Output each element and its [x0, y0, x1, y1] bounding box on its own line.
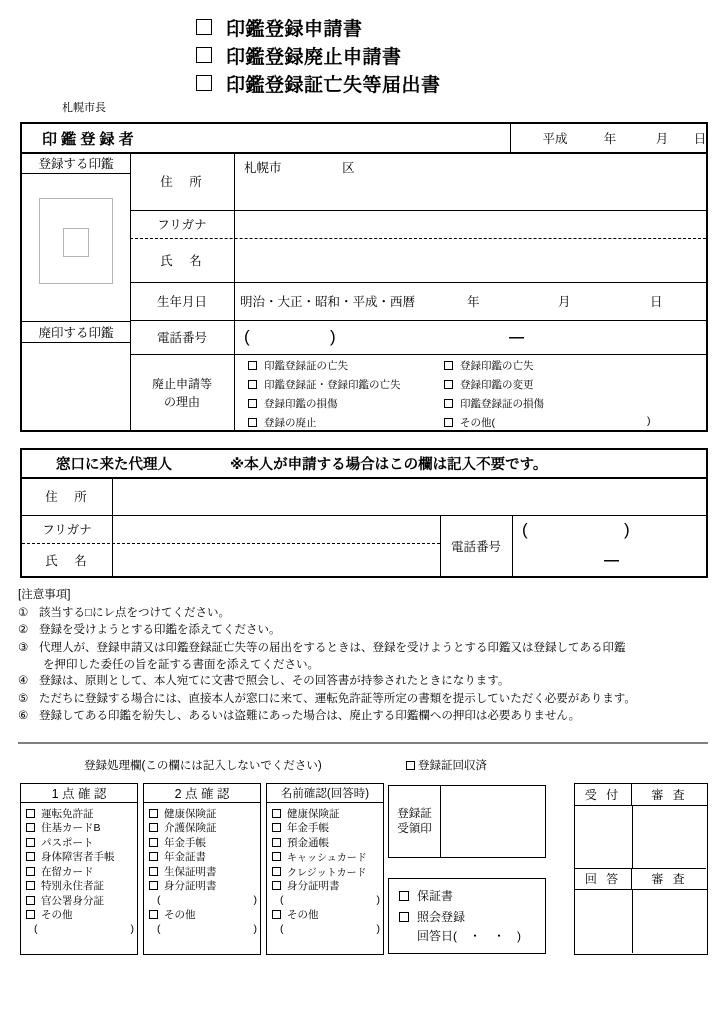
checkbox-icon[interactable] [26, 838, 35, 847]
notes-title: [注意事項] [18, 589, 71, 601]
guarantee-label: 保証書 [417, 889, 454, 903]
note-item [18, 708, 718, 724]
name-check-list [267, 803, 383, 937]
note-item [18, 691, 718, 707]
check-item[interactable] [272, 879, 383, 894]
one-point-check-column [20, 783, 138, 955]
receipt-label-line2: 受領印 [397, 822, 432, 835]
one-point-check-list [21, 803, 137, 937]
reason-option-seal-change[interactable] [444, 377, 534, 392]
reason-label: その他( [460, 417, 495, 429]
note-number: ⑥ [18, 709, 29, 722]
checkbox-icon[interactable] [196, 47, 212, 63]
checkbox-icon[interactable] [26, 881, 35, 890]
one-point-check-heading: 1 点 確 認 [21, 784, 137, 803]
seal-register-label: 登録する印鑑 [38, 156, 114, 171]
reason-option-registered-seal-loss[interactable] [444, 358, 534, 373]
note-text: 代理人が、登録申請又は印鑑登録証亡失等の届出をするときは、登録を受けようとする印鑑又は登録してある印鑑 [39, 641, 626, 654]
certificate-receipt-label [389, 786, 441, 857]
agent-table [20, 448, 708, 578]
check-item-label: 身体障害者手帳 [41, 851, 115, 864]
title-option-2[interactable] [196, 42, 596, 68]
check-item[interactable] [26, 835, 137, 850]
checkbox-icon[interactable] [444, 399, 453, 408]
agent-phone-dash: — [604, 551, 619, 569]
check-item-label: 健康保険証 [164, 807, 217, 820]
note-number: ④ [18, 675, 29, 688]
reason-option-abolish-registration[interactable] [248, 415, 317, 430]
divider [112, 477, 113, 576]
divider [22, 173, 130, 174]
check-item[interactable] [149, 821, 260, 836]
agent-note: ※本人が申請する場合はこの欄は記入不要です。 [230, 457, 548, 473]
checkbox-icon[interactable] [149, 910, 158, 919]
birthdate-label: 生年月日 [156, 295, 207, 309]
notes-section [18, 586, 718, 725]
furigana-label: フリガナ [157, 218, 207, 232]
title-option-1[interactable] [196, 14, 596, 40]
check-item-label: その他 [41, 909, 73, 922]
check-item-label: 預金通帳 [287, 836, 329, 849]
checkbox-icon[interactable] [272, 852, 281, 861]
note-number: ② [18, 624, 29, 637]
check-item-label: 身分証明書 [287, 880, 340, 893]
paren-close: ) [376, 894, 380, 907]
guarantee-option-certificate[interactable] [399, 885, 545, 906]
checkbox-icon[interactable] [444, 380, 453, 389]
check-item-freetext[interactable] [26, 922, 137, 937]
title-option-3[interactable] [196, 70, 596, 96]
phone-paren-close: ) [330, 327, 336, 346]
check-item-label: 介護保険証 [164, 822, 217, 835]
birthdate-month: 月 [558, 295, 571, 309]
name-check-heading: 名前確認(回答時) [267, 784, 383, 803]
agent-address-label: 住 所 [45, 490, 89, 504]
checkbox-icon[interactable] [272, 867, 281, 876]
reason-label: 印鑑登録証の亡失 [264, 360, 348, 372]
check-item[interactable] [272, 850, 383, 865]
check-item[interactable] [149, 908, 260, 923]
stamp-review1-heading: 審 査 [632, 784, 707, 806]
divider [22, 342, 130, 343]
two-point-check-heading: 2 点 確 認 [144, 784, 260, 803]
checkbox-icon[interactable] [248, 361, 257, 370]
check-item-freetext[interactable] [149, 922, 260, 937]
checkbox-icon[interactable] [196, 19, 212, 35]
check-item[interactable] [26, 908, 137, 923]
checkbox-icon[interactable] [26, 823, 35, 832]
check-item-freetext[interactable] [272, 893, 383, 908]
stamp-reception-heading: 受 付 [575, 784, 632, 806]
note-number: ⑤ [18, 692, 29, 705]
checkbox-icon[interactable] [248, 380, 257, 389]
check-item[interactable] [26, 821, 137, 836]
check-item-label: 住基カードB [41, 822, 101, 835]
address-city: 札幌市 [244, 161, 282, 175]
note-continuation: を押印した委任の旨を証する書面を添えてください。 [43, 658, 319, 671]
reason-label: 印鑑登録証・登録印鑑の亡失 [264, 379, 401, 391]
note-item [18, 605, 718, 621]
check-item[interactable] [26, 806, 137, 821]
checkbox-icon[interactable] [26, 809, 35, 818]
check-item[interactable] [26, 850, 137, 865]
check-item-label: 特別永住者証 [41, 880, 104, 893]
check-item[interactable] [272, 806, 383, 821]
guarantee-label: 照会登録 [417, 910, 466, 924]
agent-name-label: 氏 名 [45, 553, 89, 568]
check-item-label: 年金手帳 [164, 836, 206, 849]
registrant-table [20, 122, 708, 432]
note-text: 登録してある印鑑を紛失し、あるいは盗難にあった場合は、廃止する印鑑欄への押印は必要ありません。 [39, 709, 581, 722]
reason-label: 登録印鑑の損傷 [264, 398, 338, 410]
checkbox-icon[interactable] [406, 761, 415, 770]
birthdate-eras: 明治・大正・昭和・平成・西暦 [240, 295, 416, 309]
title-option-2-label: 印鑑登録廃止申請書 [226, 46, 402, 68]
check-item-label: その他 [287, 909, 319, 922]
agent-heading: 窓口に来た代理人 [56, 457, 172, 473]
abolish-reason-label: 廃止申請等 の理由 [151, 377, 212, 409]
checkbox-icon[interactable] [444, 418, 453, 427]
name-label: 氏 名 [160, 254, 204, 268]
title-option-1-label: 印鑑登録申請書 [226, 18, 363, 40]
check-item-label: 運転免許証 [41, 807, 94, 820]
date-day: 日 [693, 132, 707, 146]
divider [510, 124, 511, 152]
check-item[interactable] [272, 908, 383, 923]
paren-open: ( [34, 923, 38, 936]
note-text: 該当する□にレ点をつけてください。 [39, 607, 230, 619]
checkbox-icon[interactable] [272, 823, 281, 832]
paren-close: ) [376, 923, 380, 936]
document-title-block [196, 14, 596, 98]
seal-impression-inner [63, 228, 89, 257]
divider [22, 477, 706, 479]
phone-label: 電話番号 [156, 331, 207, 345]
check-item[interactable] [272, 864, 383, 879]
checkbox-icon[interactable] [272, 881, 281, 890]
reason-label: 登録印鑑の亡失 [460, 360, 534, 372]
divider [22, 515, 706, 516]
checkbox-icon[interactable] [149, 823, 158, 832]
certificate-receipt-box [388, 785, 546, 858]
seal-abolish-label: 廃印する印鑑 [38, 325, 114, 340]
note-item [18, 640, 718, 656]
reason-label: 印鑑登録証の損傷 [460, 398, 544, 410]
stamp-answer-heading: 回 答 [575, 868, 632, 890]
check-item[interactable] [26, 864, 137, 879]
divider [234, 152, 235, 432]
paren-close: ) [253, 923, 257, 936]
check-item-label: 健康保険証 [287, 807, 340, 820]
check-item-label: 年金手帳 [287, 822, 329, 835]
paren-open: ( [280, 894, 284, 907]
reason-option-seal-cert-loss[interactable] [248, 358, 348, 373]
check-item-freetext[interactable] [272, 922, 383, 937]
checkbox-icon[interactable] [149, 852, 158, 861]
paren-close: ) [130, 923, 134, 936]
check-item-freetext[interactable] [149, 893, 260, 908]
check-item[interactable] [149, 864, 260, 879]
check-item-label: 身分証明書 [164, 880, 217, 893]
check-item[interactable] [272, 835, 383, 850]
birthdate-year: 年 [467, 295, 480, 309]
address-ward: 区 [342, 161, 355, 175]
note-text: 登録は、原則として、本人宛てに文書で照会し、その回答書が持参されたときになります。 [39, 675, 510, 688]
reason-option-seal-damage[interactable] [248, 396, 338, 411]
agent-phone-paren-open: ( [522, 520, 528, 539]
receipt-label-line1: 登録証 [397, 808, 432, 821]
reason-label: 登録の廃止 [264, 417, 317, 429]
check-item-label: 生保証明書 [164, 865, 217, 878]
note-item [18, 673, 718, 689]
reason-option-other[interactable] [444, 415, 495, 430]
checkbox-icon[interactable] [248, 399, 257, 408]
agent-phone-label: 電話番号 [450, 539, 501, 554]
guarantee-option-inquiry[interactable] [399, 906, 545, 927]
reason-other-paren-close: ) [647, 415, 651, 427]
address-label: 住 所 [160, 175, 204, 189]
two-point-check-list [144, 803, 260, 937]
check-item[interactable] [26, 879, 137, 894]
checkbox-icon[interactable] [272, 838, 281, 847]
divider [512, 515, 513, 576]
checkbox-icon[interactable] [272, 809, 281, 818]
date-month: 月 [655, 132, 669, 146]
checkbox-icon[interactable] [149, 809, 158, 818]
registrant-heading: 印 鑑 登 録 者 [42, 130, 134, 148]
title-option-3-label: 印鑑登録証亡失等届出書 [226, 74, 441, 96]
checkbox-icon[interactable] [26, 867, 35, 876]
agent-furigana-label: フリガナ [42, 523, 92, 537]
check-item-label: その他 [164, 909, 196, 922]
check-item[interactable] [149, 835, 260, 850]
checkbox-icon[interactable] [196, 75, 212, 91]
stamp-grid [574, 783, 708, 955]
phone-dash: — [509, 328, 524, 346]
check-item-label: 在留カード [41, 865, 94, 878]
certificate-recovered-label: 登録証回収済 [418, 760, 487, 772]
stamp-review2-heading: 審 査 [632, 868, 707, 890]
checkbox-icon[interactable] [399, 891, 409, 901]
section-divider [18, 742, 708, 744]
addressee-label: 札幌市長 [62, 102, 106, 114]
date-era: 平成 [542, 132, 568, 146]
agent-phone-paren-close: ) [624, 520, 630, 539]
note-text: 登録を受けようとする印鑑を添えてください。 [39, 624, 281, 637]
divider [632, 890, 633, 953]
processing-title: 登録処理欄(この欄には記入しないでください) [84, 760, 322, 772]
check-item[interactable] [149, 879, 260, 894]
checkbox-icon[interactable] [399, 912, 409, 922]
note-number: ③ [18, 641, 29, 654]
paren-open: ( [157, 923, 161, 936]
checkbox-icon[interactable] [26, 896, 35, 905]
two-point-check-column [143, 783, 261, 955]
check-item-label: 年金証書 [164, 851, 206, 864]
check-item[interactable] [272, 821, 383, 836]
reason-option-cert-damage[interactable] [444, 396, 544, 411]
check-item[interactable] [149, 850, 260, 865]
note-item [18, 622, 718, 638]
checkbox-icon[interactable] [272, 910, 281, 919]
note-number: ① [18, 607, 29, 619]
checkbox-icon[interactable] [26, 852, 35, 861]
paren-open: ( [157, 894, 161, 907]
date-year: 年 [603, 132, 617, 146]
guarantee-answer-date[interactable]: 回答日( ・ ・ ) [417, 929, 521, 943]
paren-close: ) [253, 894, 257, 907]
check-item-label: キャッシュカード [287, 853, 367, 865]
checkbox-icon[interactable] [149, 881, 158, 890]
check-item-label: 官公署身分証 [41, 894, 104, 907]
paren-open: ( [280, 923, 284, 936]
check-item-label: パスポート [41, 836, 94, 849]
reason-label: 登録印鑑の変更 [460, 379, 534, 391]
check-item-label: クレジットカード [287, 867, 367, 879]
checkbox-icon[interactable] [149, 867, 158, 876]
checkbox-icon[interactable] [149, 838, 158, 847]
note-text: ただちに登録する場合には、直接本人が窓口に来て、運転免許証等所定の書類を提示していただく必要があります。 [39, 692, 636, 705]
guarantee-box [388, 878, 546, 954]
certificate-recovered-checkbox[interactable] [406, 757, 487, 773]
checkbox-icon[interactable] [26, 910, 35, 919]
reason-option-cert-and-seal-loss[interactable] [248, 377, 401, 392]
name-check-column [266, 783, 384, 955]
checkbox-icon[interactable] [444, 361, 453, 370]
check-item[interactable] [26, 893, 137, 908]
birthdate-day: 日 [650, 295, 663, 309]
checkbox-icon[interactable] [248, 418, 257, 427]
phone-paren-open: ( [244, 327, 250, 346]
check-item[interactable] [149, 806, 260, 821]
divider [632, 806, 633, 868]
